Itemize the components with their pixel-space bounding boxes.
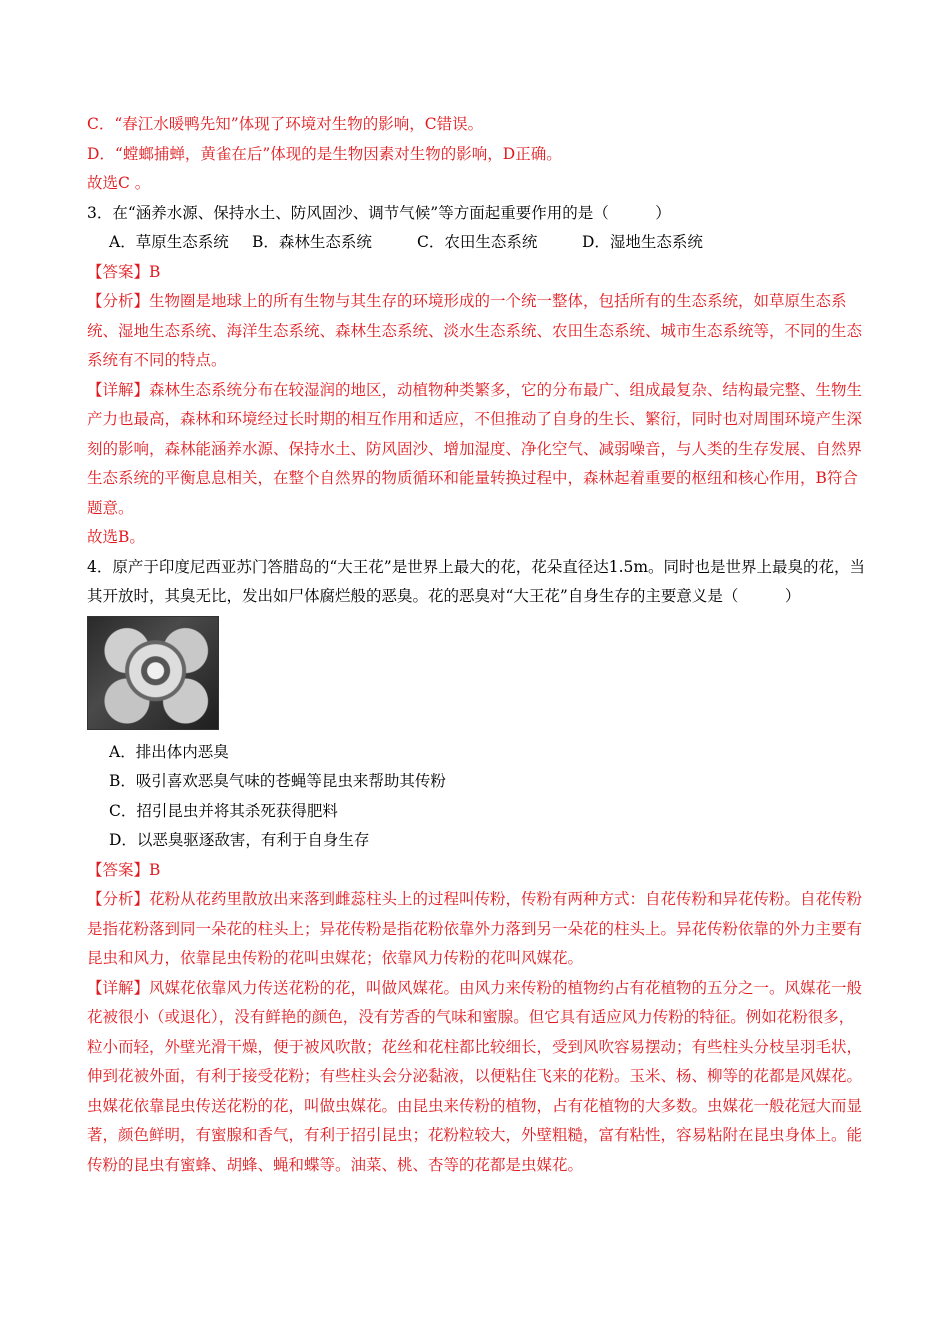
q4-option-c: C．招引昆虫并将其杀死获得肥料: [109, 801, 338, 820]
option-c-explanation: C．“春江水暖鸭先知”体现了环境对生物的影响，C错误。: [87, 115, 484, 133]
q3-option-d: D．湿地生态系统: [582, 233, 703, 251]
q3-analysis: 【分析】生物圈是地球上的所有生物与其生存的环境形成的一个统一整体，包括所有的生态系统，如草原生态系统、湿地生态系统、海洋生态系统、森林生态系统、淡水生态系统、农田生态系统、城市生态系统等，不同的生态系统有不同的特点。: [87, 292, 863, 369]
q4-analysis: 【分析】花粉从花药里散放出来落到雌蕊柱头上的过程叫传粉，传粉有两种方式：自花传粉和异花传粉。自花传粉是指花粉落到同一朵花的柱头上；异花传粉是指花粉依靠外力落到另一朵花的柱头上。异花传粉依靠的外力主要有昆虫和风力，依靠昆虫传粉的花叫虫媒花；依靠风力传粉的花叫风媒花。: [87, 890, 863, 967]
q2-choice: 故选C 。: [87, 174, 151, 192]
q3-choice: 故选B。: [87, 528, 145, 546]
q4-option-a: A．排出体内恶臭: [109, 742, 229, 761]
question-3: 3．在“涵养水源、保持水土、防风固沙、调节气候”等方面起重要作用的是（ ）: [87, 203, 671, 222]
q3-answer: 【答案】B: [87, 262, 161, 281]
question-4: 4．原产于印度尼西亚苏门答腊岛的“大王花”是世界上最大的花，花朵直径达1.5m。同时也是世界上最臭的花，当其开放时，其臭无比，发出如尸体腐烂般的恶臭。花的恶臭对“大王花”自身生存的主要意义是（ ）: [87, 557, 866, 605]
q4-detail: 【详解】风媒花依靠风力传送花粉的花，叫做风媒花。由风力来传粉的植物约占有花植物的五分之一。风媒花一般花被很小（或退化），没有鲜艳的颜色，没有芳香的气味和蜜腺。但它具有适应风力传粉的特征。例如花粉很多，粒小而轻，外壁光滑干燥，便于被风吹散；花丝和花柱都比较细长，受到风吹容易摆动；有些柱头分枝呈羽毛状，伸到花被外面，有利于接受花粉；有些柱头会分泌黏液，以便粘住飞来的花粉。玉米、杨、柳等的花都是风媒花。: [87, 978, 863, 1085]
document-content: [87, 110, 867, 1180]
q3-option-c: C．农田生态系统: [417, 233, 538, 251]
q3-detail: 【详解】森林生态系统分布在较湿润的地区，动植物种类繁多，它的分布最广、组成最复杂、结构最完整、生物生产力也最高，森林和环境经过长时期的相互作用和适应，不但推动了自身的生长、繁衍，同时也对周围环境产生深刻的影响，森林能涵养水源、保持水土、防风固沙、增加湿度、净化空气、减弱噪音，与人类的生存发展、自然界生态系统的平衡息息相关，在整个自然界的物质循环和能量转换过程中，森林起着重要的枢纽和核心作用，B符合题意。: [87, 380, 863, 517]
q3-option-a: A．草原生态系统: [109, 233, 229, 251]
q3-option-b: B．森林生态系统: [252, 233, 372, 251]
q4-detail-insect: 虫媒花依靠昆虫传送花粉的花，叫做虫媒花。由昆虫来传粉的植物，占有花植物的大多数。虫媒花一般花冠大而显著，颜色鲜明，有蜜腺和香气，有利于招引昆虫；花粉粒较大，外壁粗糙，富有粘性，容易粘附在昆虫身体上。能传粉的昆虫有蜜蜂、胡蜂、蝇和蝶等。油菜、桃、杏等的花都是虫媒花。: [87, 1096, 863, 1174]
rafflesia-flower-image: [87, 616, 219, 730]
option-d-explanation: D．“螳螂捕蝉，黄雀在后”体现的是生物因素对生物的影响，D正确。: [87, 144, 562, 163]
question-3-options: [87, 228, 867, 258]
q4-answer: 【答案】B: [87, 860, 161, 879]
q4-option-d: D．以恶臭驱逐敌害，有利于自身生存: [109, 831, 370, 849]
q4-option-b: B．吸引喜欢恶臭气味的苍蝇等昆虫来帮助其传粉: [109, 772, 446, 790]
